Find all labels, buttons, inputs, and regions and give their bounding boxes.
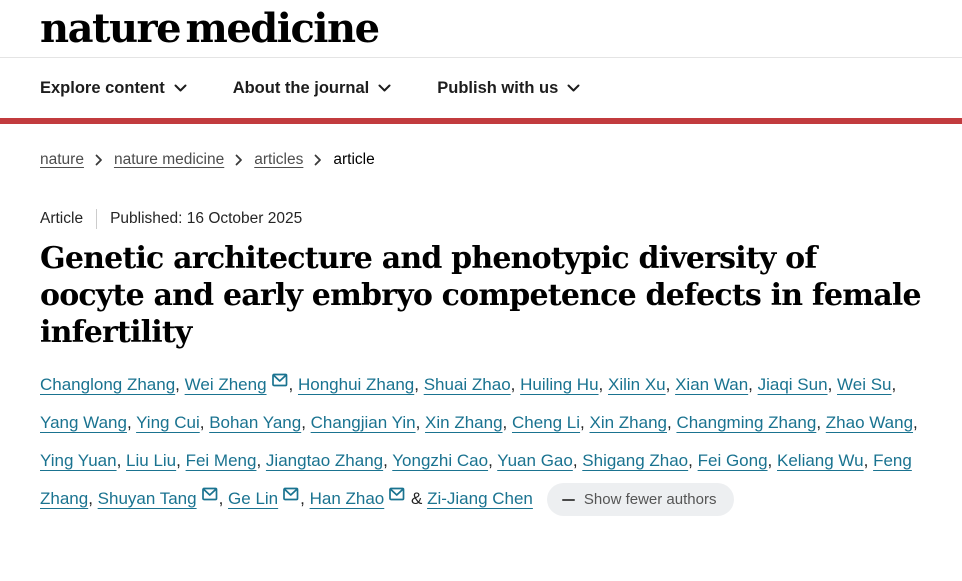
email-icon[interactable]	[389, 477, 405, 515]
article-type-label: Article	[40, 210, 84, 227]
breadcrumb-item-articles[interactable]: articles	[254, 151, 304, 168]
chevron-down-icon	[567, 84, 580, 92]
author-link-yuan-gao[interactable]: Yuan Gao	[497, 451, 573, 470]
author-link-wei-zheng[interactable]: Wei Zheng	[184, 375, 267, 394]
chevron-right-icon	[314, 154, 322, 166]
show-fewer-authors-label: Show fewer authors	[583, 491, 717, 509]
author-link-shuyan-tang[interactable]: Shuyan Tang	[97, 489, 197, 508]
author-link-huiling-hu[interactable]: Huiling Hu	[520, 375, 599, 394]
author-link-liu-liu[interactable]: Liu Liu	[126, 451, 177, 470]
author-link-fei-meng[interactable]: Fei Meng	[185, 451, 257, 470]
author-link-yongzhi-cao[interactable]: Yongzhi Cao	[392, 451, 489, 470]
author-link-xin-zhang[interactable]: Xin Zhang	[589, 413, 667, 432]
chevron-right-icon	[95, 154, 103, 166]
nav-item-publish-with-us[interactable]	[437, 79, 580, 98]
article-title-line: Genetic architecture and phenotypic diversity of	[40, 241, 817, 276]
author-link-changming-zhang[interactable]: Changming Zhang	[676, 413, 817, 432]
author-link-honghui-zhang[interactable]: Honghui Zhang	[297, 375, 415, 394]
author-link-bohan-yang[interactable]: Bohan Yang	[209, 413, 302, 432]
minus-icon	[562, 499, 575, 501]
author-link-ge-lin[interactable]: Ge Lin	[228, 489, 279, 508]
author-link-han-zhao[interactable]: Han Zhao	[309, 489, 385, 508]
article-meta	[40, 209, 962, 229]
chevron-down-icon	[378, 84, 391, 92]
author-link-jiangtao-zhang[interactable]: Jiangtao Zhang	[265, 451, 384, 470]
author-link-changlong-zhang[interactable]: Changlong Zhang	[40, 375, 176, 394]
author-link-ying-yuan[interactable]: Ying Yuan	[40, 451, 117, 470]
email-icon[interactable]	[283, 477, 299, 515]
nav-item-explore-content[interactable]	[40, 79, 187, 98]
article-title	[40, 240, 922, 351]
published-date: Published: 16 October 2025	[110, 210, 303, 227]
breadcrumb-separator	[235, 154, 243, 166]
author-link-zi-jiang-chen[interactable]: Zi-Jiang Chen	[427, 489, 533, 508]
breadcrumb	[40, 151, 962, 169]
site-header	[0, 6, 962, 124]
breadcrumb-separator	[314, 154, 322, 166]
breadcrumb-item-nature[interactable]: nature	[40, 151, 84, 168]
author-link-shigang-zhao[interactable]: Shigang Zhao	[582, 451, 689, 470]
breadcrumb-separator	[95, 154, 103, 166]
email-icon[interactable]	[272, 363, 288, 401]
author-link-cheng-li[interactable]: Cheng Li	[511, 413, 581, 432]
article-title-line: infertility	[40, 315, 192, 350]
author-link-ying-cui[interactable]: Ying Cui	[136, 413, 200, 432]
author-link-yang-wang[interactable]: Yang Wang	[40, 413, 127, 432]
author-link-shuai-zhao[interactable]: Shuai Zhao	[423, 375, 511, 394]
email-icon[interactable]	[202, 477, 218, 515]
author-link-zhao-wang[interactable]: Zhao Wang	[825, 413, 914, 432]
author-link-feng-zhang[interactable]: Feng Zhang	[40, 451, 912, 508]
brand-red-bar	[0, 118, 962, 124]
article-page	[0, 6, 962, 581]
author-link-keliang-wu[interactable]: Keliang Wu	[777, 451, 864, 470]
article-title-line: oocyte and early embryo competence defects in female	[40, 278, 921, 313]
journal-logo[interactable]: nature medicine	[40, 5, 379, 52]
author-link-xin-zhang[interactable]: Xin Zhang	[425, 413, 503, 432]
author-link-xian-wan[interactable]: Xian Wan	[675, 375, 749, 394]
chevron-right-icon	[235, 154, 243, 166]
nav-item-label: Explore content	[40, 78, 165, 97]
chevron-down-icon	[174, 84, 187, 92]
breadcrumb-item-article: article	[333, 151, 375, 168]
nav-item-about-the-journal[interactable]	[233, 79, 392, 98]
author-link-changjian-yin[interactable]: Changjian Yin	[310, 413, 416, 432]
article-main	[0, 151, 962, 518]
author-list: Changlong Zhang, Wei Zheng , Honghui Zhang, Shuai Zhao, Huiling Hu, Xilin Xu, Xian Wan, Jiaqi Sun, Wei Su, Yang Wang, Ying Cui, Bohan Yang, Changjian Yin, Xin Zhang, Cheng Li, Xin Zhang, Changming Zhang, Zhao Wang, Ying Yuan, Liu Liu, Fei Meng, Jiangtao Zhang, Yongzhi Cao, Yuan Gao, Shigang Zhao, Fei Gong, Keliang Wu, Feng Zhang, Shuyan Tang , Ge Lin , Han Zhao & Zi-Jiang Chen Show fewer authors	[40, 366, 922, 518]
nav-item-label: Publish with us	[437, 78, 559, 97]
author-link-wei-su[interactable]: Wei Su	[837, 375, 892, 394]
author-link-jiaqi-sun[interactable]: Jiaqi Sun	[757, 375, 828, 394]
main-nav	[0, 58, 962, 118]
breadcrumb-item-nature-medicine[interactable]: nature medicine	[113, 151, 225, 168]
nav-item-label: About the journal	[232, 78, 370, 97]
author-link-xilin-xu[interactable]: Xilin Xu	[608, 375, 666, 394]
author-link-fei-gong[interactable]: Fei Gong	[697, 451, 768, 470]
meta-divider	[96, 209, 97, 229]
show-fewer-authors-button[interactable]	[547, 483, 735, 516]
